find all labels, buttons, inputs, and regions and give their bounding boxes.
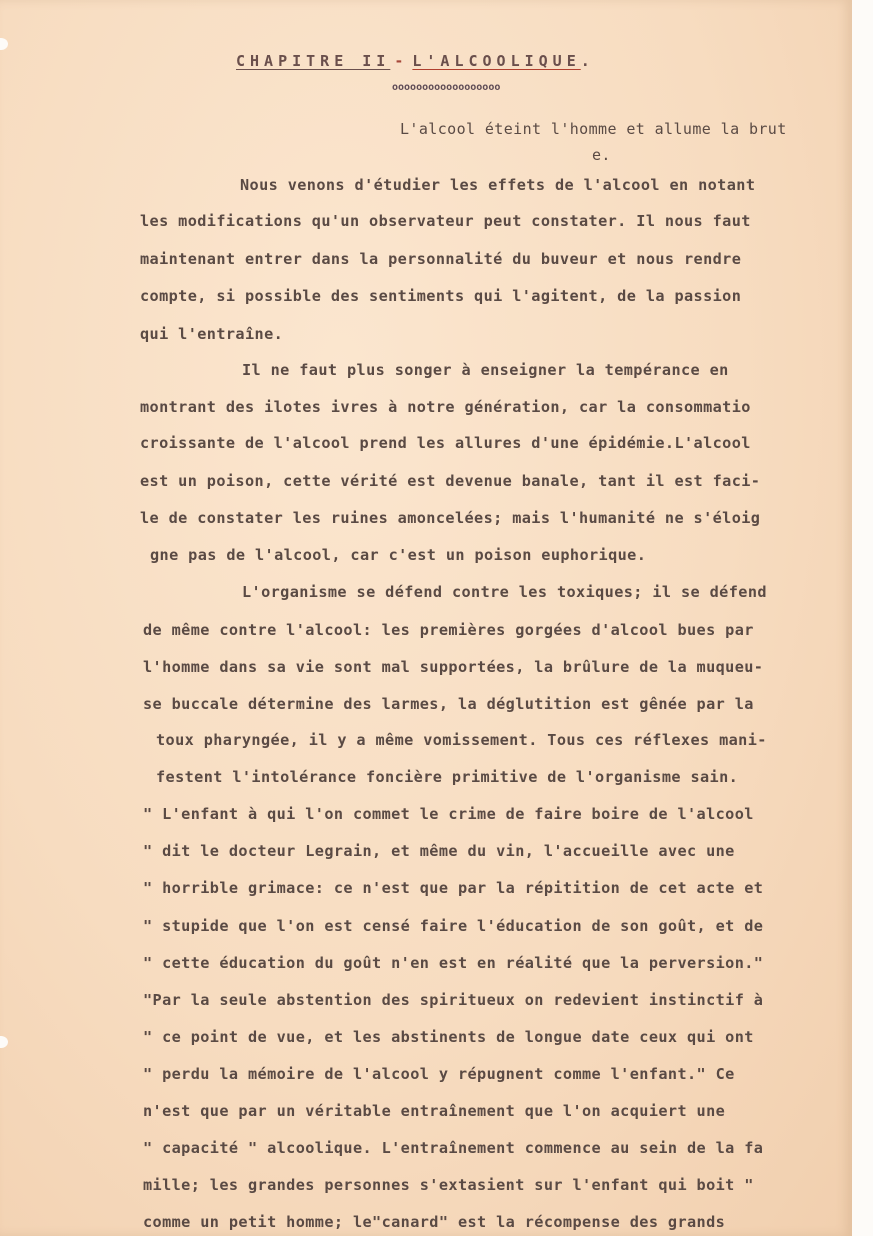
quote-line: " L'enfant à qui l'on commet le crime de faire boire de l'alcool <box>143 805 754 823</box>
text-line: gne pas de l'alcool, car c'est un poison euphorique. <box>150 546 647 564</box>
chapter-number: CHAPITRE II <box>236 52 391 70</box>
text-line: toux pharyngée, il y a même vomissement. Tous ces réflexes mani- <box>156 731 767 749</box>
text-line: " capacité " alcoolique. L'entraînement commence au sein de la fa <box>143 1139 764 1157</box>
text-line: n'est que par un véritable entraînement que l'on acquiert une <box>143 1102 726 1120</box>
text-line: qui l'entraîne. <box>140 325 284 343</box>
text-line: montrant des ilotes ivres à notre génération, car la consommatio <box>140 398 751 416</box>
text-line: comme un petit homme; le"canard" est la récompense des grands <box>143 1213 726 1231</box>
quote-line: " perdu la mémoire de l'alcool y répugnent comme l'enfant." Ce <box>143 1065 735 1083</box>
quote-line: " ce point de vue, et les abstinents de longue date ceux qui ont <box>143 1028 754 1046</box>
title-period: . <box>580 52 595 70</box>
text-line: est un poison, cette vérité est devenue banale, tant il est faci- <box>140 472 761 490</box>
text-line: les modifications qu'un observateur peut constater. Il nous faut <box>140 212 751 230</box>
page-edge <box>852 0 873 1236</box>
text-line: L'organisme se défend contre les toxiques; il se défend <box>242 583 767 601</box>
text-line: se buccale détermine des larmes, la déglutition est gênée par la <box>143 695 754 713</box>
title-ornament: oooooooooooooooooo <box>392 82 501 93</box>
quote-line: " cette éducation du goût n'en est en réalité que la perversion." <box>143 954 764 972</box>
text-line: maintenant entrer dans la personnalité du buveur et nous rendre <box>140 250 742 268</box>
text-line: festent l'intolérance foncière primitive de l'organisme sain. <box>156 768 739 786</box>
quote-line: " stupide que l'on est censé faire l'éducation de son goût, et de <box>143 917 764 935</box>
epigraph-line-2: e. <box>592 146 611 164</box>
punch-hole <box>0 38 8 50</box>
quote-line: "Par la seule abstention des spiritueux on redevient instinctif à <box>143 991 764 1009</box>
epigraph-line-1: L'alcool éteint l'homme et allume la brut <box>400 120 787 138</box>
text-line: Nous venons d'étudier les effets de l'alcool en notant <box>240 176 756 194</box>
quote-line: " horrible grimace: ce n'est que par la répitition de cet acte et <box>143 879 764 897</box>
text-line: compte, si possible des sentiments qui l'agitent, de la passion <box>140 287 742 305</box>
text-line: le de constater les ruines amoncelées; mais l'humanité ne s'éloig <box>140 509 761 527</box>
chapter-name: L'ALCOOLIQUE <box>412 52 581 70</box>
text-line: mille; les grandes personnes s'extasient sur l'enfant qui boit " <box>143 1176 754 1194</box>
text-line: croissante de l'alcool prend les allures d'une épidémie.L'alcool <box>140 434 751 452</box>
chapter-title <box>236 52 595 70</box>
text-line: l'homme dans sa vie sont mal supportées, la brûlure de la muqueu- <box>143 658 764 676</box>
title-dash: - <box>394 52 409 70</box>
quote-line: " dit le docteur Legrain, et même du vin, l'accueille avec une <box>143 842 735 860</box>
text-line: de même contre l'alcool: les premières gorgées d'alcool bues par <box>143 621 754 639</box>
punch-hole <box>0 1036 8 1048</box>
text-line: Il ne faut plus songer à enseigner la tempérance en <box>242 361 729 379</box>
